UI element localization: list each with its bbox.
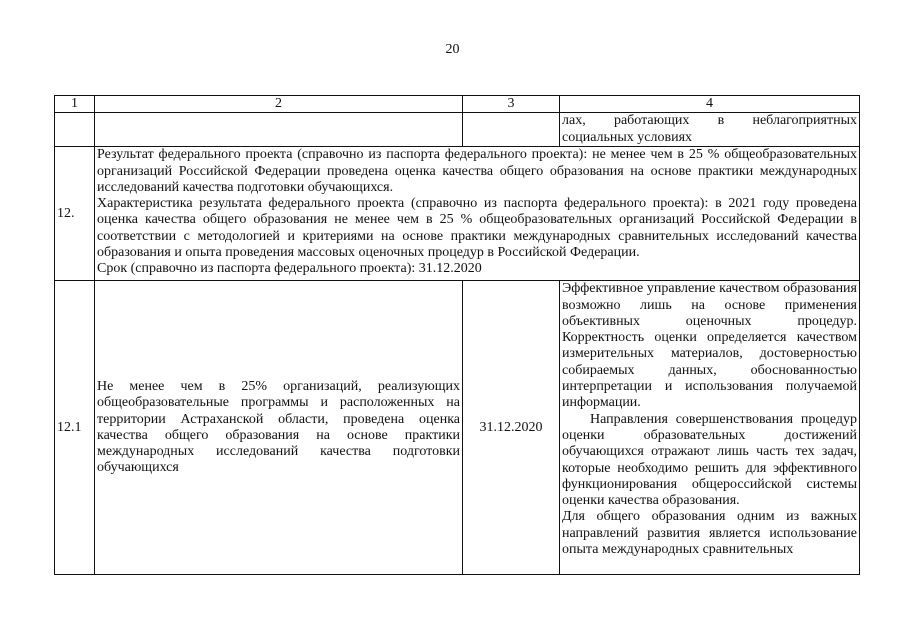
header-col-2: 2 [95,96,463,113]
header-col-1: 1 [55,96,95,113]
table-row-12-1 [55,281,860,575]
row-12-1-date: 31.12.2020 [463,281,560,575]
continuation-col-3 [463,113,560,147]
page-number: 20 [445,42,460,57]
header-col-3: 3 [463,96,560,113]
table-row-continuation [55,113,860,147]
table-header-row [55,96,860,113]
row-12-1-number: 12.1 [55,281,95,575]
row-12-result: Результат федерального проекта (справочно из паспорта федерального проекта): не менее чем в 25 % общеобразовательных организаций Российской Федерации проведена оценка качества общего образования на основе практики международных исследований качества подготовки обучающихся. [97,147,857,195]
row-12-1-comment-p1: Эффективное управление качеством образования возможно лишь на основе применения объективных оценочных процедур. Корректность оценки определяется качеством измерительных материалов, достоверностью собираемых данных, обоснованностью интерпретации и использования получаемой информации. [562,281,857,411]
continuation-col-4: лах, работающих в неблагоприятных социальных условиях [560,113,860,147]
header-col-4: 4 [560,96,860,113]
row-12-1-description: Не менее чем в 25% организаций, реализующих общеобразовательные программы и расположенных на территории Астраханской области, проведена оценка качества общего образования на основе практики международных исследований качества подготовки обучающихся [95,281,463,575]
row-12-number: 12. [55,147,95,281]
row-12-1-comment [560,281,860,575]
row-12-deadline: Срок (справочно из паспорта федерального проекта): 31.12.2020 [97,261,482,277]
document-table [54,95,860,575]
continuation-col-2 [95,113,463,147]
row-12-content [95,147,860,281]
page-bottom-margin [0,578,905,640]
continuation-col-1 [55,113,95,147]
table-row-12 [55,147,860,281]
row-12-1-comment-p3: Для общего образования одним из важных направлений развития является использование опыта международных сравнительных [562,509,857,558]
row-12-1-comment-p2: Направления совершенствования процедур оценки образовательных достижений обучающихся отражают лишь часть тех задач, которые необходимо решить для эффективного функционирования общероссийской системы оценки качества образования. [562,411,857,509]
row-12-characteristic: Характеристика результата федерального проекта (справочно из паспорта федерального проекта): в 2021 году проведена оценка качества общего образования не менее чем в 25 % общеобразовательных организаций Российской Федерации в соответствии с методологией и критериями на основе практики международных сравнительных исследований качества образования и опыта проведения массовых оценочных процедур в Российской Федерации. [97,196,857,261]
